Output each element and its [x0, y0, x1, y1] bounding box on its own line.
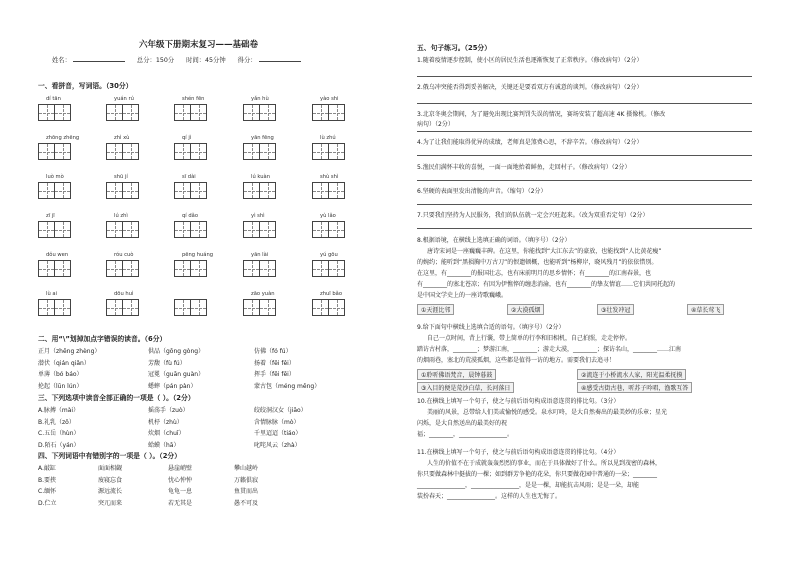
question-8-option: ②大漠孤烟 — [507, 304, 544, 315]
writing-box[interactable] — [312, 221, 345, 238]
writing-cell[interactable] — [175, 105, 191, 120]
s4-item: 愚不可及 — [234, 499, 259, 507]
answer-line[interactable] — [417, 76, 752, 77]
writing-cell[interactable] — [191, 105, 206, 120]
s4-item: 若无其是 — [168, 499, 193, 507]
question-8-option: ①天涯比邻 — [417, 304, 454, 315]
writing-cell[interactable] — [55, 183, 70, 198]
question-1: 1.随着疫情逐步控制，使小区的居民生活也逐渐恢复了正常秩序。（修改病句）（2分） — [417, 57, 643, 64]
s3-item: A.脉搏（mài） — [38, 407, 80, 414]
s2-item: 蒙古包（méng měng） — [254, 382, 321, 390]
s3-item: 皎皎洞汉女（jiāo） — [254, 407, 307, 414]
s4-item: D.伫立 — [38, 499, 57, 507]
question-11-text: 装扮春天；________________。这样的人生也无悔了。 — [417, 493, 562, 500]
writing-cell[interactable] — [329, 261, 344, 276]
s3-item: 蛤蟆（hā） — [148, 441, 180, 449]
s4-item: 攀山越岭 — [234, 465, 259, 472]
question-7: 7.只要我们坚持为人民服务，我们的队伍就一定会兴旺起来。（改为双重否定句）（2分） — [417, 212, 649, 219]
name-blank[interactable] — [73, 61, 125, 62]
writing-cell[interactable] — [260, 105, 275, 120]
question-9-option: ④感受古街古巷，听苏子吟唱，渔歌互答 — [577, 382, 692, 393]
writing-box[interactable] — [174, 182, 207, 199]
s3-item: D.陌石（yán） — [38, 441, 80, 449]
answer-line[interactable] — [417, 228, 752, 229]
writing-box[interactable] — [312, 104, 345, 121]
question-8-option: ③壮发冲冠 — [597, 304, 634, 315]
pinyin-label: dōu huì — [114, 291, 134, 297]
pinyin-label: yào shi — [320, 96, 339, 102]
s2-item: 正月（zhēng zhèng） — [38, 348, 101, 355]
question-8-title: 8.根据语境，在横线上选填正确的词语。（填序号）（2分） — [417, 237, 571, 244]
pinyin-label: zhuī bǎo — [320, 291, 343, 297]
writing-cell[interactable] — [313, 105, 329, 120]
s2-item: 仿佛（fó fú） — [254, 348, 292, 355]
s3-item: C.五岳（hùn） — [38, 430, 80, 437]
question-9-text: 踏访古村落，________；梦游江南，________；游走大漠，________；探访名山，________……江南 — [417, 346, 682, 353]
s2-item: 冠冕（guān guàn） — [148, 371, 205, 378]
s2-item: 蟋蟀（pán pàn） — [148, 382, 197, 390]
question-10-text: 闪烁，是大自然送出的最美好的祝 — [417, 420, 508, 427]
writing-cell[interactable] — [191, 144, 206, 159]
writing-cell[interactable] — [191, 183, 206, 198]
pinyin-label: qí dǎo — [182, 213, 199, 219]
s4-item: 废寝忘食 — [98, 476, 123, 484]
pinyin-label: qí jì — [182, 135, 192, 141]
writing-box[interactable] — [243, 182, 276, 199]
question-4: 4.为了让我们能取得优异的成绩，老师真是煞费心思，不辞辛苦。（修改病句）（2分） — [417, 139, 643, 146]
writing-cell[interactable] — [123, 261, 138, 276]
pinyin-label: yì shì — [251, 213, 265, 219]
section-3-title: 三、下列选项中读音全部正确的一项是（ ）。（2分） — [38, 394, 195, 402]
writing-cell[interactable] — [244, 105, 260, 120]
s2-item: 单薄（bó báo） — [38, 371, 83, 378]
writing-box[interactable] — [38, 299, 71, 316]
writing-cell[interactable] — [244, 183, 260, 198]
writing-cell[interactable] — [55, 261, 70, 276]
writing-cell[interactable] — [329, 222, 344, 237]
writing-box[interactable] — [243, 299, 276, 316]
question-11-text: 人生的价值不在于成就轰轰烈烈的事业，而在于具体做好了什么。所以见到茂密的森林， — [427, 460, 662, 467]
writing-box[interactable] — [38, 182, 71, 199]
s2-item: 潜伏（qián qiǎn） — [38, 359, 90, 367]
writing-cell[interactable] — [191, 261, 206, 276]
score-blank[interactable] — [259, 61, 301, 62]
page-title: 六年级下册期末复习——基础卷 — [138, 40, 258, 50]
writing-cell[interactable] — [123, 222, 138, 237]
question-11-text: 你只要做森林中挺拔的一棵；如到群芳争艳的花朵，你只要做花园中普通的一朵；________ — [417, 471, 658, 478]
score-label: 得分： — [237, 57, 257, 64]
question-8-text: 是中国文学史上的一座诗歌巍峨。 — [417, 292, 508, 299]
writing-cell[interactable] — [329, 300, 344, 315]
question-9-option: ③入目的便是荒沙白草，长河落日 — [417, 382, 514, 393]
answer-line[interactable] — [417, 180, 752, 181]
writing-cell[interactable] — [175, 183, 191, 198]
pinyin-label: zhì xù — [114, 135, 130, 141]
question-9-option: ②流连于小桥流水人家，阳光温柔抚摸 — [577, 369, 686, 380]
writing-cell[interactable] — [123, 105, 138, 120]
s2-item: 扬着（fēi fěi） — [254, 359, 295, 367]
s4-item: 忧心忡忡 — [168, 476, 193, 484]
section-2-title: 二、用“\”划掉加点字错误的读音。（6分） — [38, 335, 167, 343]
writing-cell[interactable] — [313, 183, 329, 198]
writing-box[interactable] — [174, 221, 207, 238]
writing-box[interactable] — [312, 143, 345, 160]
writing-box[interactable] — [243, 143, 276, 160]
writing-cell[interactable] — [39, 105, 55, 120]
writing-cell[interactable] — [39, 183, 55, 198]
s2-item: 供品（gōng gòng） — [148, 348, 205, 355]
writing-box[interactable] — [174, 260, 207, 277]
s2-item: 抡起（lūn lún） — [38, 382, 83, 390]
pinyin-label: yān lài — [251, 252, 269, 258]
writing-cell[interactable] — [39, 261, 55, 276]
exam-time: 时间：45分钟 — [186, 57, 226, 64]
writing-cell[interactable] — [175, 144, 191, 159]
writing-cell[interactable] — [244, 300, 260, 315]
writing-box[interactable] — [174, 143, 207, 160]
s4-item: 万籁俱寂 — [234, 476, 259, 484]
student-info — [52, 55, 301, 64]
section-1-title: 一、看拼音，写词语。（30分） — [38, 82, 133, 90]
writing-cell[interactable] — [244, 222, 260, 237]
writing-cell[interactable] — [260, 183, 275, 198]
question-11-title: 11.在横线上填写一个句子，使之与前后语句构成语意连贯的排比句。（4分） — [417, 449, 620, 456]
answer-line[interactable] — [417, 131, 752, 132]
writing-cell[interactable] — [55, 105, 70, 120]
writing-cell[interactable] — [175, 222, 191, 237]
pinyin-label: lú zhì — [114, 213, 128, 219]
writing-cell[interactable] — [260, 222, 275, 237]
s4-item: 面面相觑 — [98, 465, 123, 472]
writing-box[interactable] — [312, 299, 345, 316]
writing-cell[interactable] — [107, 261, 123, 276]
writing-box[interactable] — [312, 260, 345, 277]
writing-box[interactable] — [243, 221, 276, 238]
writing-cell[interactable] — [175, 300, 191, 315]
question-3-line-1: 3.北京冬奥会期间，为了避免出现比赛判罚失误的情况，赛场安装了超高速 4K 摄像机。（修改 — [417, 111, 666, 118]
writing-cell[interactable] — [107, 144, 123, 159]
s2-item: 芳馥（fù fú） — [148, 359, 186, 367]
pinyin-label: shù shì — [320, 174, 339, 180]
pinyin-label: yuán rú — [114, 96, 134, 102]
writing-box[interactable] — [106, 182, 139, 199]
question-11-text: ________________，________________，是是一棵，却能抗击风雨；是是一朵，却能 — [417, 482, 640, 489]
section-4-title: 四、下列词语中有错别字的一项是（ ）。（2分） — [38, 452, 182, 460]
pinyin-label: yù lǎo — [320, 213, 336, 219]
writing-box[interactable] — [38, 221, 71, 238]
pinyin-label: yān fēng — [251, 135, 274, 141]
writing-cell[interactable] — [55, 222, 70, 237]
writing-cell[interactable] — [260, 144, 275, 159]
s2-item: 挥手（fēi fēi） — [254, 371, 295, 378]
name-label: 姓名： — [52, 57, 71, 64]
answer-line[interactable] — [417, 204, 752, 205]
writing-cell[interactable] — [107, 222, 123, 237]
question-5: 5.渔民们满怀丰收的喜悦，一面一面地抬着鲜鱼，走回村子。（修改病句）（2分） — [417, 164, 631, 171]
writing-box[interactable] — [174, 104, 207, 121]
question-9-text: 自己一点时间，背上行囊，带上简单的行李和旧相机，自己拍照，走走停停。 — [427, 335, 632, 342]
pinyin-label: zhōng zhēng — [46, 135, 80, 141]
writing-box[interactable] — [38, 104, 71, 121]
pinyin-label: lù ai — [46, 291, 57, 297]
pinyin-label: lú kuàn — [251, 174, 270, 180]
writing-cell[interactable] — [191, 300, 206, 315]
s3-item: 炊烟（chuī） — [148, 430, 185, 437]
writing-cell[interactable] — [39, 144, 55, 159]
writing-cell[interactable] — [260, 261, 275, 276]
s4-item: 突兀而来 — [98, 499, 123, 507]
writing-cell[interactable] — [39, 300, 55, 315]
pinyin-label: shén fēn — [182, 96, 205, 102]
writing-cell[interactable] — [55, 144, 70, 159]
writing-box[interactable] — [243, 104, 276, 121]
writing-cell[interactable] — [329, 105, 344, 120]
question-9-text: 的烟雨巷，塞北的荒漠孤烟，这些都是值得一访的地方。需要我们去追寻！ — [417, 357, 616, 364]
answer-line[interactable] — [417, 103, 752, 104]
s3-item: 叱咤风云（zhà） — [254, 441, 301, 449]
question-8-text: 有________的塞北苍凉；有因为伊憔悴的缠悲消渝，也有________的挚友情谊……它们共同托起的 — [417, 281, 676, 288]
pinyin-label: dí tān — [46, 96, 61, 102]
s3-item: B.礼乳（zǒ） — [38, 418, 75, 426]
question-8-text: 的婉约；能听到“黑损胸中万古刀”的恨遗顿概，也能听到“杨柳岸，晓风残月”的依依惜别。 — [417, 259, 658, 266]
score-total: 总分：150分 — [136, 57, 175, 64]
writing-cell[interactable] — [313, 261, 329, 276]
pinyin-label: yú gōu — [320, 252, 338, 258]
question-8-text: 在这里，有________的报国壮志，也有床前明月的思乡情怀；有________的江南春景，也 — [417, 270, 652, 277]
s3-item: 机杼（zhù） — [148, 418, 183, 426]
writing-cell[interactable] — [329, 144, 344, 159]
question-9-option: ①聆听佛语梵音，晨钟暮鼓 — [417, 369, 496, 380]
pinyin-label: pēng huáng — [182, 252, 214, 258]
question-10-text: 福；________，________________。 — [417, 431, 514, 438]
pinyin-label: zāo yuàn — [251, 291, 275, 297]
writing-box[interactable] — [106, 143, 139, 160]
writing-cell[interactable] — [123, 300, 138, 315]
question-8-text: 唐诗宋词是一座巍巍丰碑。在这里，你能找到“大江东去”的豪放，也能找到“人比黄花瘦” — [427, 248, 662, 255]
s4-item: B.要挟 — [38, 476, 57, 484]
pinyin-label: róu cuò — [114, 252, 134, 258]
writing-cell[interactable] — [107, 300, 123, 315]
writing-box[interactable] — [38, 143, 71, 160]
question-8-option: ④草长莺飞 — [687, 304, 724, 315]
question-2: 2.俄乌冲突能否得到妥善解决，关键还是要看双方有诚意的谈判。（修改病句）（2分） — [417, 84, 643, 91]
writing-cell[interactable] — [55, 300, 70, 315]
writing-box[interactable] — [106, 260, 139, 277]
s4-item: 龟龟一息 — [168, 488, 193, 495]
writing-cell[interactable] — [260, 300, 275, 315]
writing-cell[interactable] — [107, 105, 123, 120]
question-10-text: 美丽的风景，总带给人们美或愉悦的感受。泉水叮咚，是大自然奏出的最美妙的乐章；星光 — [427, 409, 668, 416]
writing-box[interactable] — [106, 104, 139, 121]
question-6: 6.坚硬的表面里发出清脆的声音。（缩句）（2分） — [417, 188, 547, 195]
s3-item: 千里迢迢（tiáo） — [254, 430, 302, 437]
s3-item: 摇荡手（zuò） — [148, 407, 189, 414]
pinyin-label: lù zhú — [320, 135, 336, 141]
writing-cell[interactable] — [123, 144, 138, 159]
pinyin-label: shū jí — [114, 174, 128, 180]
writing-cell[interactable] — [175, 261, 191, 276]
s4-item: C.缅怀 — [38, 488, 57, 495]
question-3-line-2: 病句）（2分） — [417, 121, 454, 128]
writing-cell[interactable] — [313, 144, 329, 159]
writing-box[interactable] — [174, 299, 207, 316]
answer-line[interactable] — [417, 155, 752, 156]
writing-cell[interactable] — [191, 222, 206, 237]
writing-box[interactable] — [106, 221, 139, 238]
s4-item: A.敲缸 — [38, 465, 56, 472]
s3-item: 含情脉脉（mò） — [254, 418, 300, 426]
writing-box[interactable] — [312, 182, 345, 199]
writing-cell[interactable] — [313, 222, 329, 237]
writing-cell[interactable] — [313, 300, 329, 315]
section-5-title: 五、句子练习。（25分） — [417, 44, 492, 52]
writing-cell[interactable] — [329, 183, 344, 198]
writing-cell[interactable] — [244, 144, 260, 159]
question-10-title: 10.在横线上填写一个句子，使之与前后语句构成语意连贯的排比句。（3分） — [417, 398, 620, 405]
writing-cell[interactable] — [244, 261, 260, 276]
s4-item: 源远流长 — [98, 488, 123, 495]
s4-item: 悬崖峭壁 — [168, 465, 193, 472]
question-9-title: 9.给下面句中横线上选填合适的语句。（填序号）（2分） — [417, 324, 565, 331]
writing-box[interactable] — [106, 299, 139, 316]
pinyin-label: dǒu wen — [46, 252, 69, 258]
writing-box[interactable] — [38, 260, 71, 277]
s4-item: 鱼贯而出 — [234, 488, 259, 495]
pinyin-label: sī dài — [182, 174, 196, 180]
writing-box[interactable] — [243, 260, 276, 277]
writing-cell[interactable] — [39, 222, 55, 237]
writing-cell[interactable] — [123, 183, 138, 198]
pinyin-label: luò mò — [46, 174, 64, 180]
writing-cell[interactable] — [107, 183, 123, 198]
pinyin-label: yǎn hù — [251, 96, 269, 102]
pinyin-label: zī jī — [46, 213, 55, 219]
